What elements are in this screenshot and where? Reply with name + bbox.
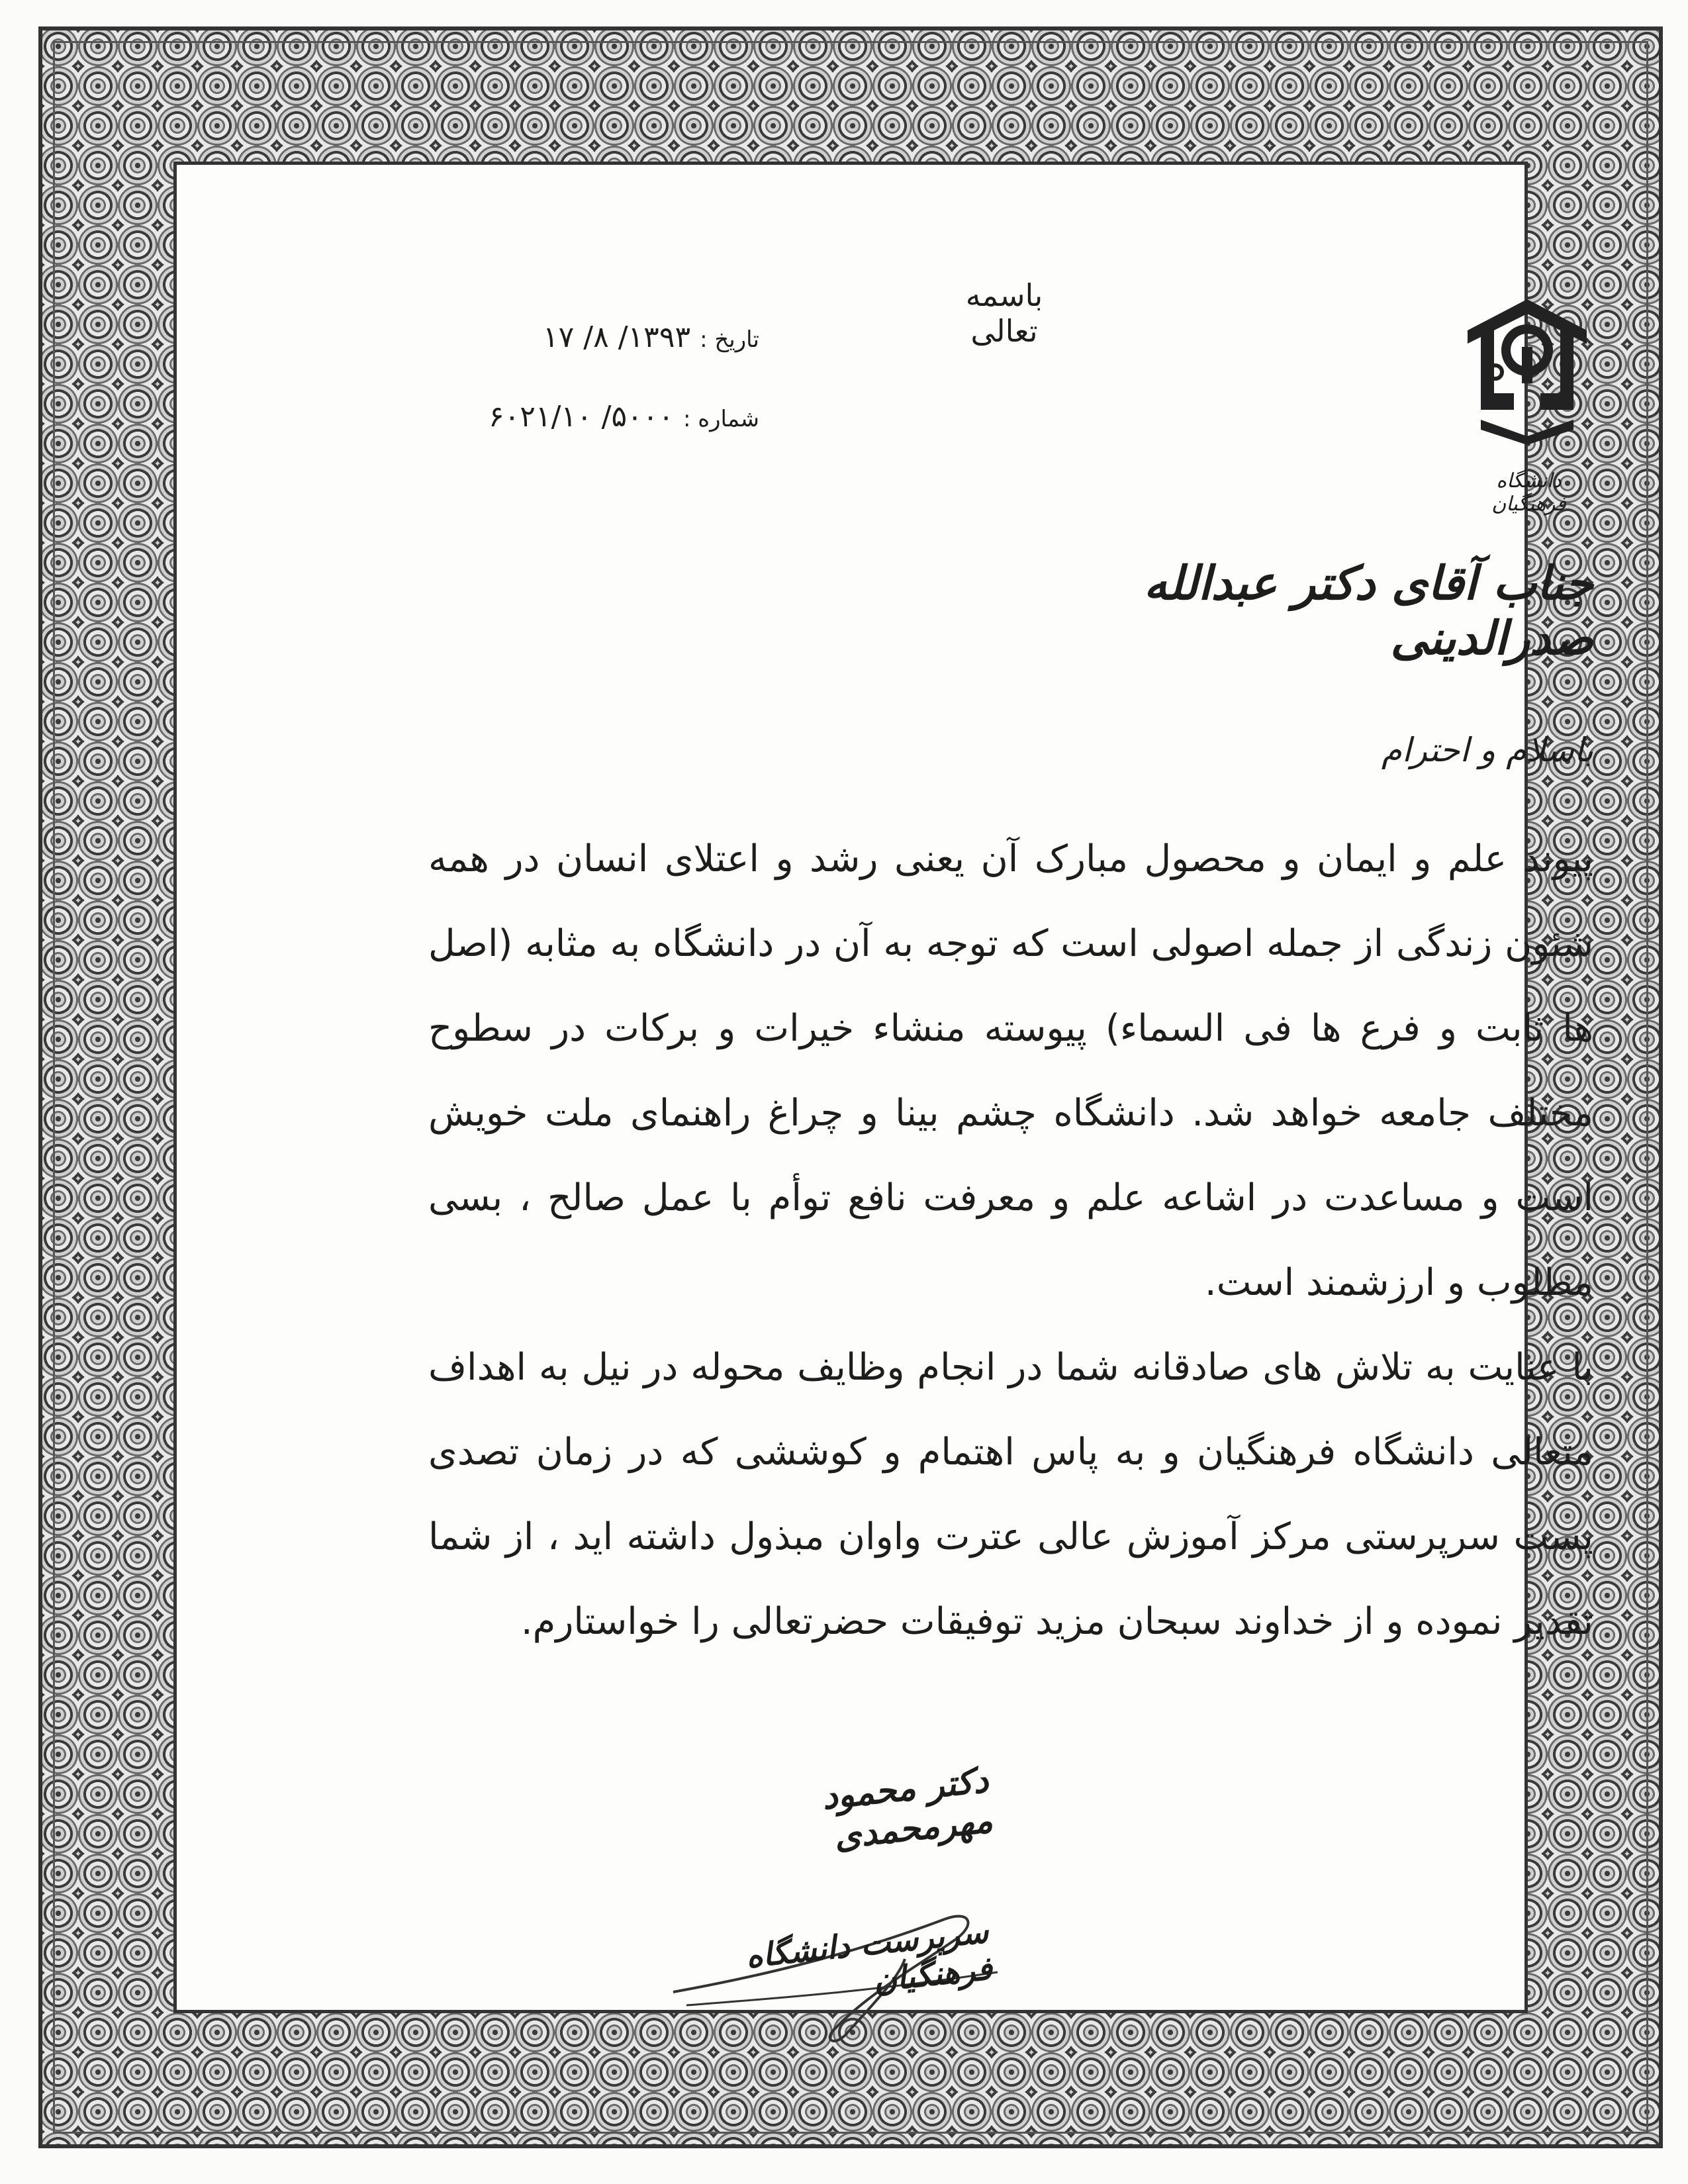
date-label: تاریخ : [700,326,759,353]
number-field [455,400,759,434]
number-value: ۵۰۰۰/ ۶۰۲۱/۱۰ [489,400,674,434]
body-paragraph: پیوند علم و ایمان و محصول مبارک آن یعنی رشد و اعتلای انسان در همه شئون زندگی از جمله اصولی است که توجه به آن در دانشگاه به مثابه (اصل ها ثابت و فرع ها فی السماء) پیوسته منشاء خیرات و برکات در سطوح مختلف جامعه خواهد شد. دانشگاه چشم بینا و چراغ راهنمای ملت خویش است و مساعدت در اشاعه علم و معرفت نافع توأم با عمل صالح ، بسی مطلوب و ارزشمند است. [428,837,1593,1304]
signatory-name: دکتر محمود مهرمحمدی [820,1760,995,1857]
date-field [468,320,759,354]
date-value: ۱۳۹۳/ ۸/ ۱۷ [543,320,691,354]
letter-body [428,817,1593,1664]
addressee: جناب آقای دکتر عبدالله صدرالدینی [1143,555,1593,665]
letter-page [177,165,1593,2010]
number-label: شماره : [683,406,759,432]
body-paragraph: با عنایت به تلاش های صادقانه شما در انجام وظایف محوله در نیل به اهداف متعالی دانشگاه فرهنگیان و به پاس اهتمام و کوششی که در زمان تصدی پست سرپرستی مرکز آموزش عالی عترت واوان مبذول داشته اید ، از شما تقدیر نموده و از خداوند سبحان مزید توفیقات حضرتعالی را خواستارم. [428,1346,1593,1643]
logo-caption: دانشگاه فرهنگیان [1491,469,1566,516]
greeting: باسلام و احترام [1381,731,1593,769]
university-emblem-icon [1461,294,1593,446]
invocation-heading: باسمه تعالی [965,277,1043,349]
signatory-title: سرپرست دانشگاه فرهنگیان [744,1913,994,1999]
